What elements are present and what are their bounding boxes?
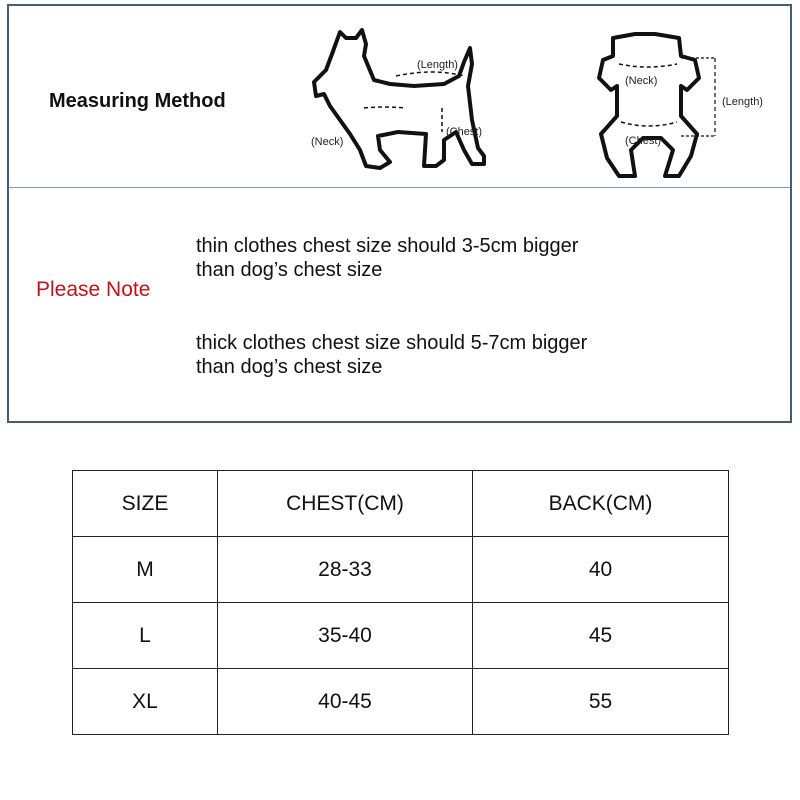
table-row xyxy=(73,603,729,669)
note-line: than dog’s chest size xyxy=(196,356,383,378)
garment-length-label: (Length) xyxy=(722,96,763,108)
note-line: thin clothes chest size should 3-5cm bigger xyxy=(196,235,579,257)
note-thick-clothes xyxy=(196,331,587,379)
size-chart-table xyxy=(72,470,729,735)
cell-back: 55 xyxy=(473,669,729,735)
garment-neck-label: (Neck) xyxy=(625,75,658,87)
cell-back: 40 xyxy=(473,537,729,603)
garment-chest-label: (Chest) xyxy=(625,135,662,147)
table-header-row xyxy=(73,471,729,537)
garment-measure-diagram xyxy=(569,26,789,186)
cell-chest: 40-45 xyxy=(218,669,473,735)
dog-measure-diagram xyxy=(294,24,519,184)
header-size: SIZE xyxy=(73,471,218,537)
note-thin-clothes xyxy=(196,234,578,282)
header-chest: CHEST(CM) xyxy=(218,471,473,537)
please-note-title: Please Note xyxy=(36,278,151,301)
cell-size: XL xyxy=(73,669,218,735)
cell-back: 45 xyxy=(473,603,729,669)
cell-chest: 35-40 xyxy=(218,603,473,669)
table-row xyxy=(73,537,729,603)
cell-size: M xyxy=(73,537,218,603)
section-divider xyxy=(9,187,790,188)
note-line: than dog’s chest size xyxy=(196,259,383,281)
table-row xyxy=(73,669,729,735)
cell-chest: 28-33 xyxy=(218,537,473,603)
info-panel xyxy=(7,4,792,423)
measuring-method-title: Measuring Method xyxy=(49,90,226,112)
note-line: thick clothes chest size should 5-7cm bigger xyxy=(196,332,588,354)
garment-silhouette-icon xyxy=(599,34,699,176)
cell-size: L xyxy=(73,603,218,669)
dog-chest-label: (Chest) xyxy=(446,126,483,138)
dog-length-label: (Length) xyxy=(417,59,458,71)
dog-neck-label: (Neck) xyxy=(311,136,344,148)
header-back: BACK(CM) xyxy=(473,471,729,537)
